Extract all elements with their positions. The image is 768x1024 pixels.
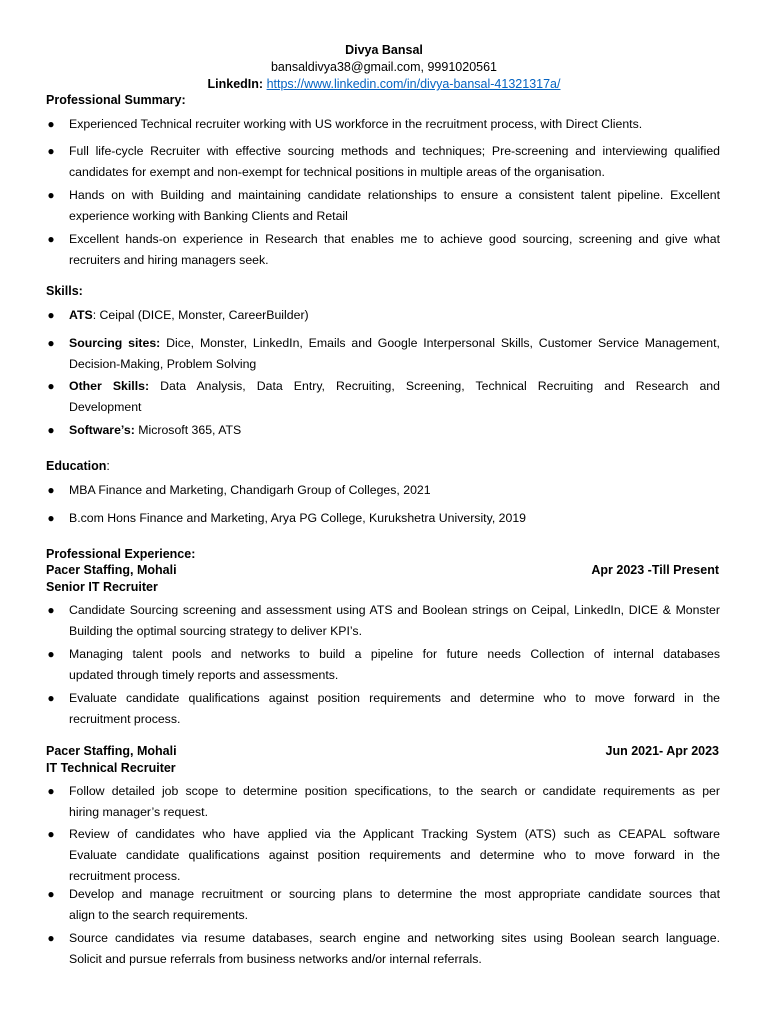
job-header bbox=[46, 743, 719, 760]
job-duty-line: align to the search requirements. bbox=[69, 908, 249, 922]
job-duty-line: Evaluate candidate qualifications against position requirements and determine who to move forward in the bbox=[69, 848, 720, 862]
bullet-icon: ● bbox=[47, 603, 55, 617]
summary-line: recruiters and hiring managers seek. bbox=[69, 253, 269, 267]
bullet-icon: ● bbox=[47, 511, 55, 525]
experience-heading: Professional Experience: bbox=[46, 547, 196, 561]
bullet-icon: ● bbox=[47, 691, 55, 705]
bullet-icon: ● bbox=[47, 483, 55, 497]
skill-value: Dice, Monster, LinkedIn, Emails and Google Interpersonal Skills, Customer Service Management, bbox=[160, 336, 720, 350]
job-role: IT Technical Recruiter bbox=[46, 761, 176, 775]
job-duty-line: hiring manager’s request. bbox=[69, 805, 208, 819]
bullet-icon: ● bbox=[47, 423, 55, 437]
linkedin-label: LinkedIn bbox=[207, 77, 259, 91]
skill-value: : Ceipal (DICE, Monster, CareerBuilder) bbox=[92, 308, 309, 322]
skill-value: Microsoft 365, ATS bbox=[134, 423, 242, 437]
job-header bbox=[46, 562, 719, 579]
skill-label: Sourcing sites: bbox=[69, 336, 161, 350]
job-role: Senior IT Recruiter bbox=[46, 580, 158, 594]
summary-line: Hands on with Building and maintaining candidate relationships to ensure a consistent talent pipeline. Excellent bbox=[69, 188, 720, 202]
summary-line: experience working with Banking Clients and Retail bbox=[69, 209, 348, 223]
skill-line bbox=[69, 305, 720, 326]
summary-line: Full life-cycle Recruiter with effective sourcing methods and techniques; Pre-screening and interviewing qualified bbox=[69, 144, 720, 158]
skill-value: Data Analysis, Data Entry, Recruiting, Screening, Technical Recruiting and Research and bbox=[149, 379, 720, 393]
bullet-icon: ● bbox=[47, 232, 55, 246]
education-line: MBA Finance and Marketing, Chandigarh Group of Colleges, 2021 bbox=[69, 483, 431, 497]
bullet-icon: ● bbox=[47, 336, 55, 350]
skill-line bbox=[69, 420, 720, 441]
job-duty-line: updated through timely reports and assessments. bbox=[69, 668, 339, 682]
skill-line: Decision-Making, Problem Solving bbox=[69, 357, 257, 371]
skill-label: Other Skills: bbox=[69, 379, 150, 393]
job-duty-line: Evaluate candidate qualifications against position requirements and determine who to move forward in the bbox=[69, 691, 720, 705]
bullet-icon: ● bbox=[47, 308, 55, 322]
bullet-icon: ● bbox=[47, 188, 55, 202]
bullet-icon: ● bbox=[47, 931, 55, 945]
job-duty-line: Review of candidates who have applied via the Applicant Tracking System (ATS) such as CEAPAL software bbox=[69, 827, 720, 841]
skill-line: Development bbox=[69, 400, 142, 414]
skill-line bbox=[69, 376, 720, 397]
job-company: Pacer Staffing, Mohali bbox=[46, 563, 177, 577]
job-duty-line: recruitment process. bbox=[69, 869, 181, 883]
bullet-icon: ● bbox=[47, 144, 55, 158]
linkedin-line: LinkedIn: https://www.linkedin.com/in/divya-bansal-41321317a/ bbox=[207, 77, 561, 91]
job-duty-line: Develop and manage recruitment or sourcing plans to determine the most appropriate candidate sources that bbox=[69, 887, 720, 901]
bullet-icon: ● bbox=[47, 647, 55, 661]
job-duty-line: Building the optimal sourcing strategy to deliver KPI’s. bbox=[69, 624, 362, 638]
job-duty-line: Candidate Sourcing screening and assessment using ATS and Boolean strings on Ceipal, LinkedIn, DICE & Monster bbox=[69, 603, 720, 617]
summary-heading: Professional Summary: bbox=[46, 93, 186, 107]
job-dates: Apr 2023 -Till Present bbox=[591, 563, 719, 577]
skill-label: ATS bbox=[69, 308, 93, 322]
bullet-icon: ● bbox=[47, 784, 55, 798]
job-duty-line: Solicit and pursue referrals from business networks and/or internal referrals. bbox=[69, 952, 482, 966]
education-line: B.com Hons Finance and Marketing, Arya PG College, Kurukshetra University, 2019 bbox=[69, 511, 527, 525]
job-company: Pacer Staffing, Mohali bbox=[46, 744, 177, 758]
bullet-icon: ● bbox=[47, 117, 55, 131]
bullet-icon: ● bbox=[47, 827, 55, 841]
contact-info: bansaldivya38@gmail.com, 9991020561 bbox=[270, 60, 498, 74]
summary-line: candidates for exempt and non-exempt for technical positions in multiple areas of the organisation. bbox=[69, 165, 605, 179]
job-duty-line: Source candidates via resume databases, search engine and networking sites using Boolean search language. bbox=[69, 931, 720, 945]
linkedin-link[interactable]: https://www.linkedin.com/in/divya-bansal-41321317a/ bbox=[266, 77, 561, 91]
summary-line: Experienced Technical recruiter working with US workforce in the recruitment process, with Direct Clients. bbox=[69, 117, 643, 131]
job-duty-line: recruitment process. bbox=[69, 712, 181, 726]
summary-line: Excellent hands-on experience in Research that enables me to achieve good sourcing, screening and give what bbox=[69, 232, 720, 246]
bullet-icon: ● bbox=[47, 379, 55, 393]
skill-label: Software’s: bbox=[69, 423, 135, 437]
candidate-name: Divya Bansal bbox=[345, 43, 423, 57]
skill-line bbox=[69, 333, 720, 354]
job-duty-line: Follow detailed job scope to determine position specifications, to the search or candidate requirements as per bbox=[69, 784, 720, 798]
skills-heading: Skills: bbox=[46, 284, 83, 298]
education-heading: Education: bbox=[46, 459, 110, 473]
job-dates: Jun 2021- Apr 2023 bbox=[605, 744, 719, 758]
bullet-icon: ● bbox=[47, 887, 55, 901]
job-duty-line: Managing talent pools and networks to build a pipeline for future needs Collection of internal databases bbox=[69, 647, 720, 661]
